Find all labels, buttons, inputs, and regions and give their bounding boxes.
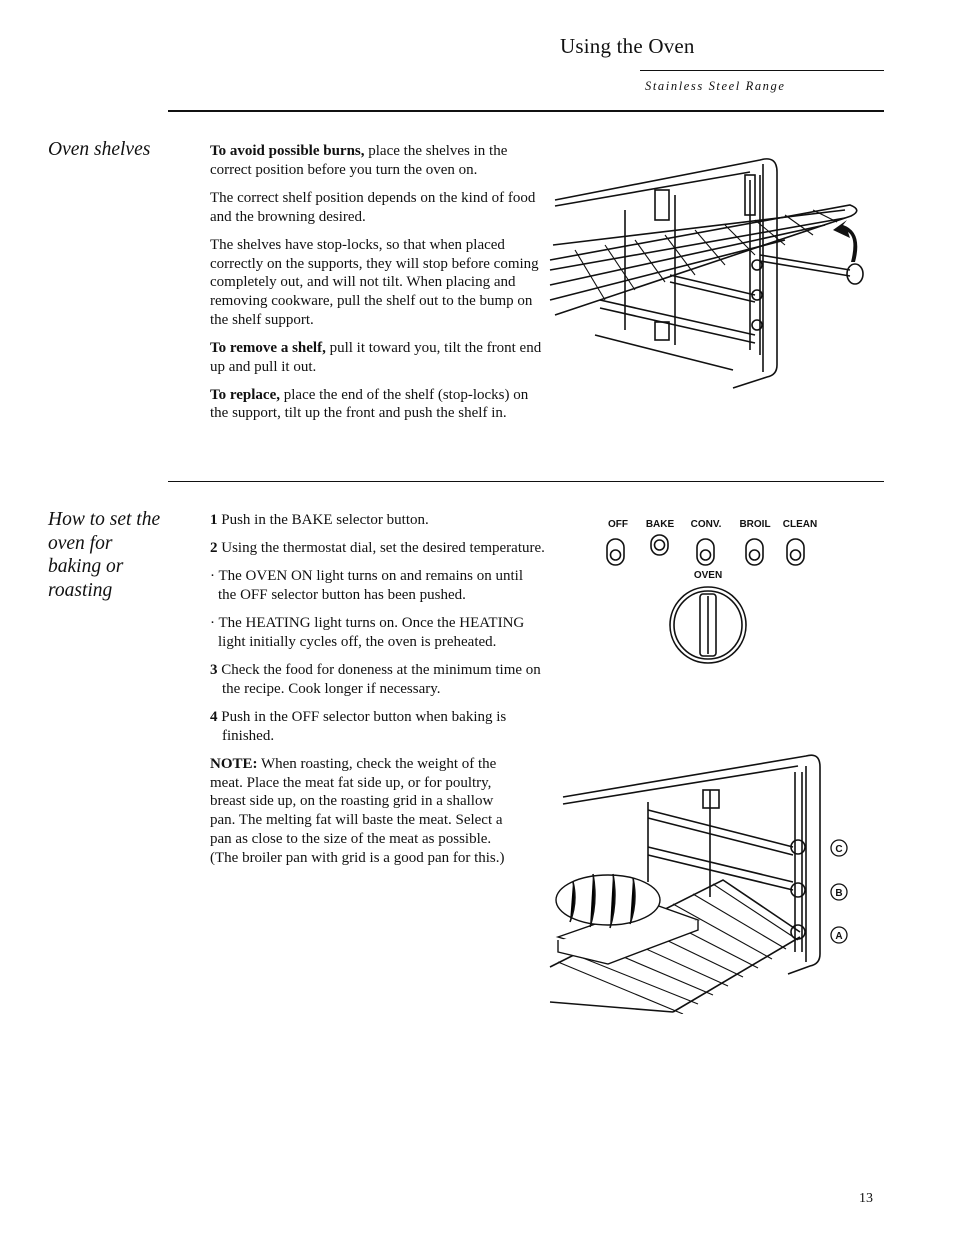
shelves-paragraph-1-text: place the shelves in the correct position before you turn the oven on.	[210, 143, 508, 178]
shelves-paragraph-5	[210, 386, 545, 423]
shelves-paragraph-2-text: The correct shelf position depends on the kind of food and the browning desired.	[210, 189, 536, 225]
baking-bullet-1: · The OVEN ON light turns on and remains on until the OFF selector button has been pushed.	[210, 568, 524, 604]
baking-step-3	[210, 661, 545, 698]
shelves-paragraph-5-lead: To replace,	[210, 386, 280, 403]
baking-step-3-number: 3	[210, 662, 218, 679]
off-button-label: OFF	[608, 519, 628, 530]
baking-text	[210, 511, 545, 877]
shelf-position-c-label: C	[835, 844, 843, 855]
section-divider-middle	[168, 481, 884, 482]
shelves-paragraph-3-text: The shelves have stop-locks, so that when placed correctly on the supports, they will stop before coming completely out, and will not tilt. When placing and removing cookware, pull the shelf out to the bump on the shelf support.	[210, 236, 539, 328]
shelves-paragraph-4-lead: To remove a shelf,	[210, 339, 326, 356]
baking-bullet-2: · The HEATING light turns on. Once the HEATING light initially cycles off, the oven is preheated.	[210, 615, 525, 651]
roasting-note-lead: NOTE:	[210, 756, 258, 773]
conv-selector-button[interactable]	[697, 539, 714, 565]
baking-heading: How to set the oven for baking or roasting	[48, 509, 161, 601]
baking-step-2	[210, 539, 545, 558]
oven-shelves-heading: Oven shelves	[48, 139, 151, 160]
page-title: Using the Oven	[560, 34, 695, 58]
baking-step-2-number: 2	[210, 540, 218, 557]
baking-step-4-text: Push in the OFF selector button when baking is finished.	[217, 709, 507, 744]
roasting-note	[210, 755, 510, 867]
shelves-paragraph-1-lead: To avoid possible burns,	[210, 143, 365, 159]
clean-button-label: CLEAN	[782, 519, 818, 530]
baking-step-2-text: Using the thermostat dial, set the desired temperature.	[217, 540, 545, 557]
broil-button-label: BROIL	[739, 519, 771, 530]
section-divider-top	[168, 110, 884, 112]
shelf-position-b-label: B	[835, 888, 843, 899]
oven-rack-positions-illustration	[548, 752, 853, 1014]
baking-step-4	[210, 708, 545, 745]
thermostat-dial[interactable]	[670, 587, 746, 663]
page-subtitle: Stainless Steel Range	[645, 79, 786, 93]
oven-shelves-text	[210, 142, 545, 433]
conv-button-label: CONV.	[690, 519, 722, 530]
baking-step-1	[210, 511, 545, 530]
oven-dial-label: OVEN	[693, 570, 723, 581]
roast-in-pan	[556, 875, 698, 964]
bake-button-label: BAKE	[645, 519, 675, 530]
baking-step-3-text: Check the food for doneness at the minimum time on the recipe. Cook longer if necessary.	[217, 662, 541, 697]
control-panel-illustration	[590, 510, 830, 665]
shelves-paragraph-4	[210, 339, 545, 376]
off-selector-button[interactable]	[607, 539, 624, 565]
broil-selector-button[interactable]	[746, 539, 763, 565]
shelves-paragraph-2	[210, 189, 545, 226]
bake-selector-button[interactable]	[651, 535, 668, 555]
header-rule	[640, 70, 884, 71]
shelves-paragraph-4-text: pull it toward you, tilt the front end up and pull it out.	[210, 339, 542, 375]
shelf-removal-illustration	[545, 150, 875, 395]
page-number: 13	[859, 1191, 873, 1206]
shelf-position-a-label: A	[835, 931, 843, 942]
shelves-paragraph-3	[210, 236, 545, 330]
baking-step-1-text: Push in the BAKE selector button.	[217, 512, 429, 528]
baking-step-1-number: 1	[210, 512, 218, 528]
shelves-paragraph-5-text: place the end of the shelf (stop-locks) on the support, tilt up the front and push the shelf in.	[210, 386, 529, 422]
baking-step-4-number: 4	[210, 709, 218, 726]
shelves-paragraph-1	[210, 142, 545, 179]
clean-selector-button[interactable]	[787, 539, 804, 565]
roasting-note-text: When roasting, check the weight of the meat. Place the meat fat side up, or for poultry, breast side up, on the roasting grid in a shallow pan. The melting fat will baste the meat. Select a pan as close to the size of the meat as possible. (The broiler pan with grid is a good pan for this.)	[210, 756, 505, 866]
